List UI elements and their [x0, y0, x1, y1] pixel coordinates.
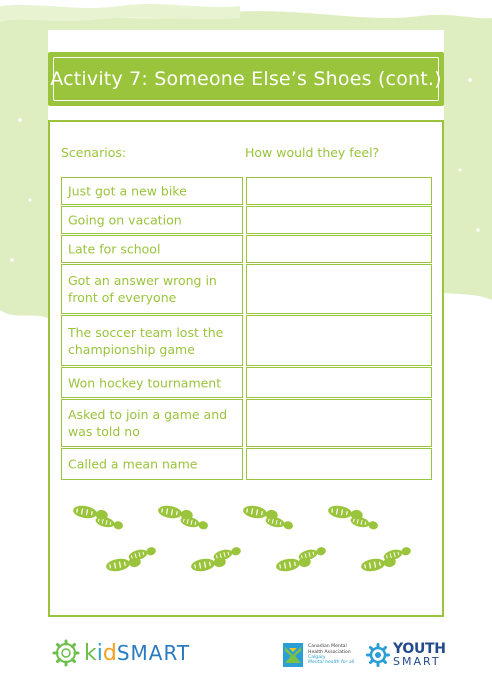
cmha-logo-icon [282, 642, 304, 668]
cmha-line-1: Canadian Mental [308, 644, 347, 650]
kid-letter-i: i [96, 640, 103, 666]
footprint-icon [190, 545, 242, 573]
scenario-text: Just got a new bike [68, 183, 187, 199]
footprint-icon [275, 545, 327, 573]
scenario-cell [61, 264, 243, 314]
youth-text: YOUTH [393, 641, 446, 657]
feeling-answer-cell[interactable] [246, 235, 432, 263]
footprint-icon [105, 545, 157, 573]
feeling-answer-cell[interactable] [246, 399, 432, 447]
scenario-cell [61, 448, 243, 480]
scenario-cell [61, 177, 243, 205]
scenario-text: Won hockey tournament [68, 375, 222, 390]
youthsmart-logo [366, 638, 446, 672]
title-banner [48, 52, 444, 106]
scenario-cell [61, 235, 243, 263]
youth-smart-text: SMART [393, 655, 441, 668]
page-title: Activity 7: Someone Else’s Shoes (cont.) [50, 68, 442, 90]
scenarios-column-header: Scenarios: [61, 145, 127, 160]
cmha-logo [282, 640, 354, 670]
footprint-icon [72, 504, 124, 531]
feeling-answer-cell[interactable] [246, 206, 432, 234]
gear-icon [52, 639, 80, 667]
kid-letter-d: d [102, 640, 117, 666]
feeling-answer-cell[interactable] [246, 177, 432, 205]
cmha-city: Calgary [308, 655, 326, 660]
kidsmart-wordmark [84, 640, 190, 667]
scenario-cell [61, 399, 243, 447]
footprint-icon [157, 504, 209, 531]
feeling-answer-cell[interactable] [246, 315, 432, 366]
youthsmart-wordmark [393, 642, 446, 668]
footprint-icon [327, 504, 379, 531]
scenario-text: Called a mean name [68, 456, 198, 472]
scenario-cell [61, 315, 243, 366]
scenario-cell [61, 367, 243, 398]
feeling-answer-cell[interactable] [246, 367, 432, 398]
footprint-icon [360, 545, 412, 573]
footprint-icon [242, 504, 294, 531]
cmha-wordmark [308, 644, 354, 666]
kid-letter-k: k [84, 640, 97, 666]
youthsmart-gear-icon [366, 643, 390, 667]
scenario-cell [61, 206, 243, 234]
scenario-text: Going on vacation [68, 212, 182, 228]
footer-logos [0, 628, 492, 678]
feeling-answer-cell[interactable] [246, 264, 432, 314]
footprints-decoration [60, 495, 435, 585]
kid-smart-text: SMART [116, 640, 191, 665]
scenario-text: Asked to join a game and was told no [68, 407, 228, 439]
cmha-line-2: Health Association [308, 649, 351, 655]
title-frame [50, 57, 442, 101]
feelings-column-header: How would they feel? [245, 145, 380, 160]
scenario-text: The soccer team lost the championship game [68, 324, 224, 357]
kidsmart-logo [52, 638, 190, 668]
feeling-answer-cell[interactable] [246, 448, 432, 480]
scenario-text: Late for school [68, 241, 161, 257]
scenario-text: Got an answer wrong in front of everyone [68, 273, 217, 305]
cmha-tagline: Mental health for all [308, 660, 355, 666]
